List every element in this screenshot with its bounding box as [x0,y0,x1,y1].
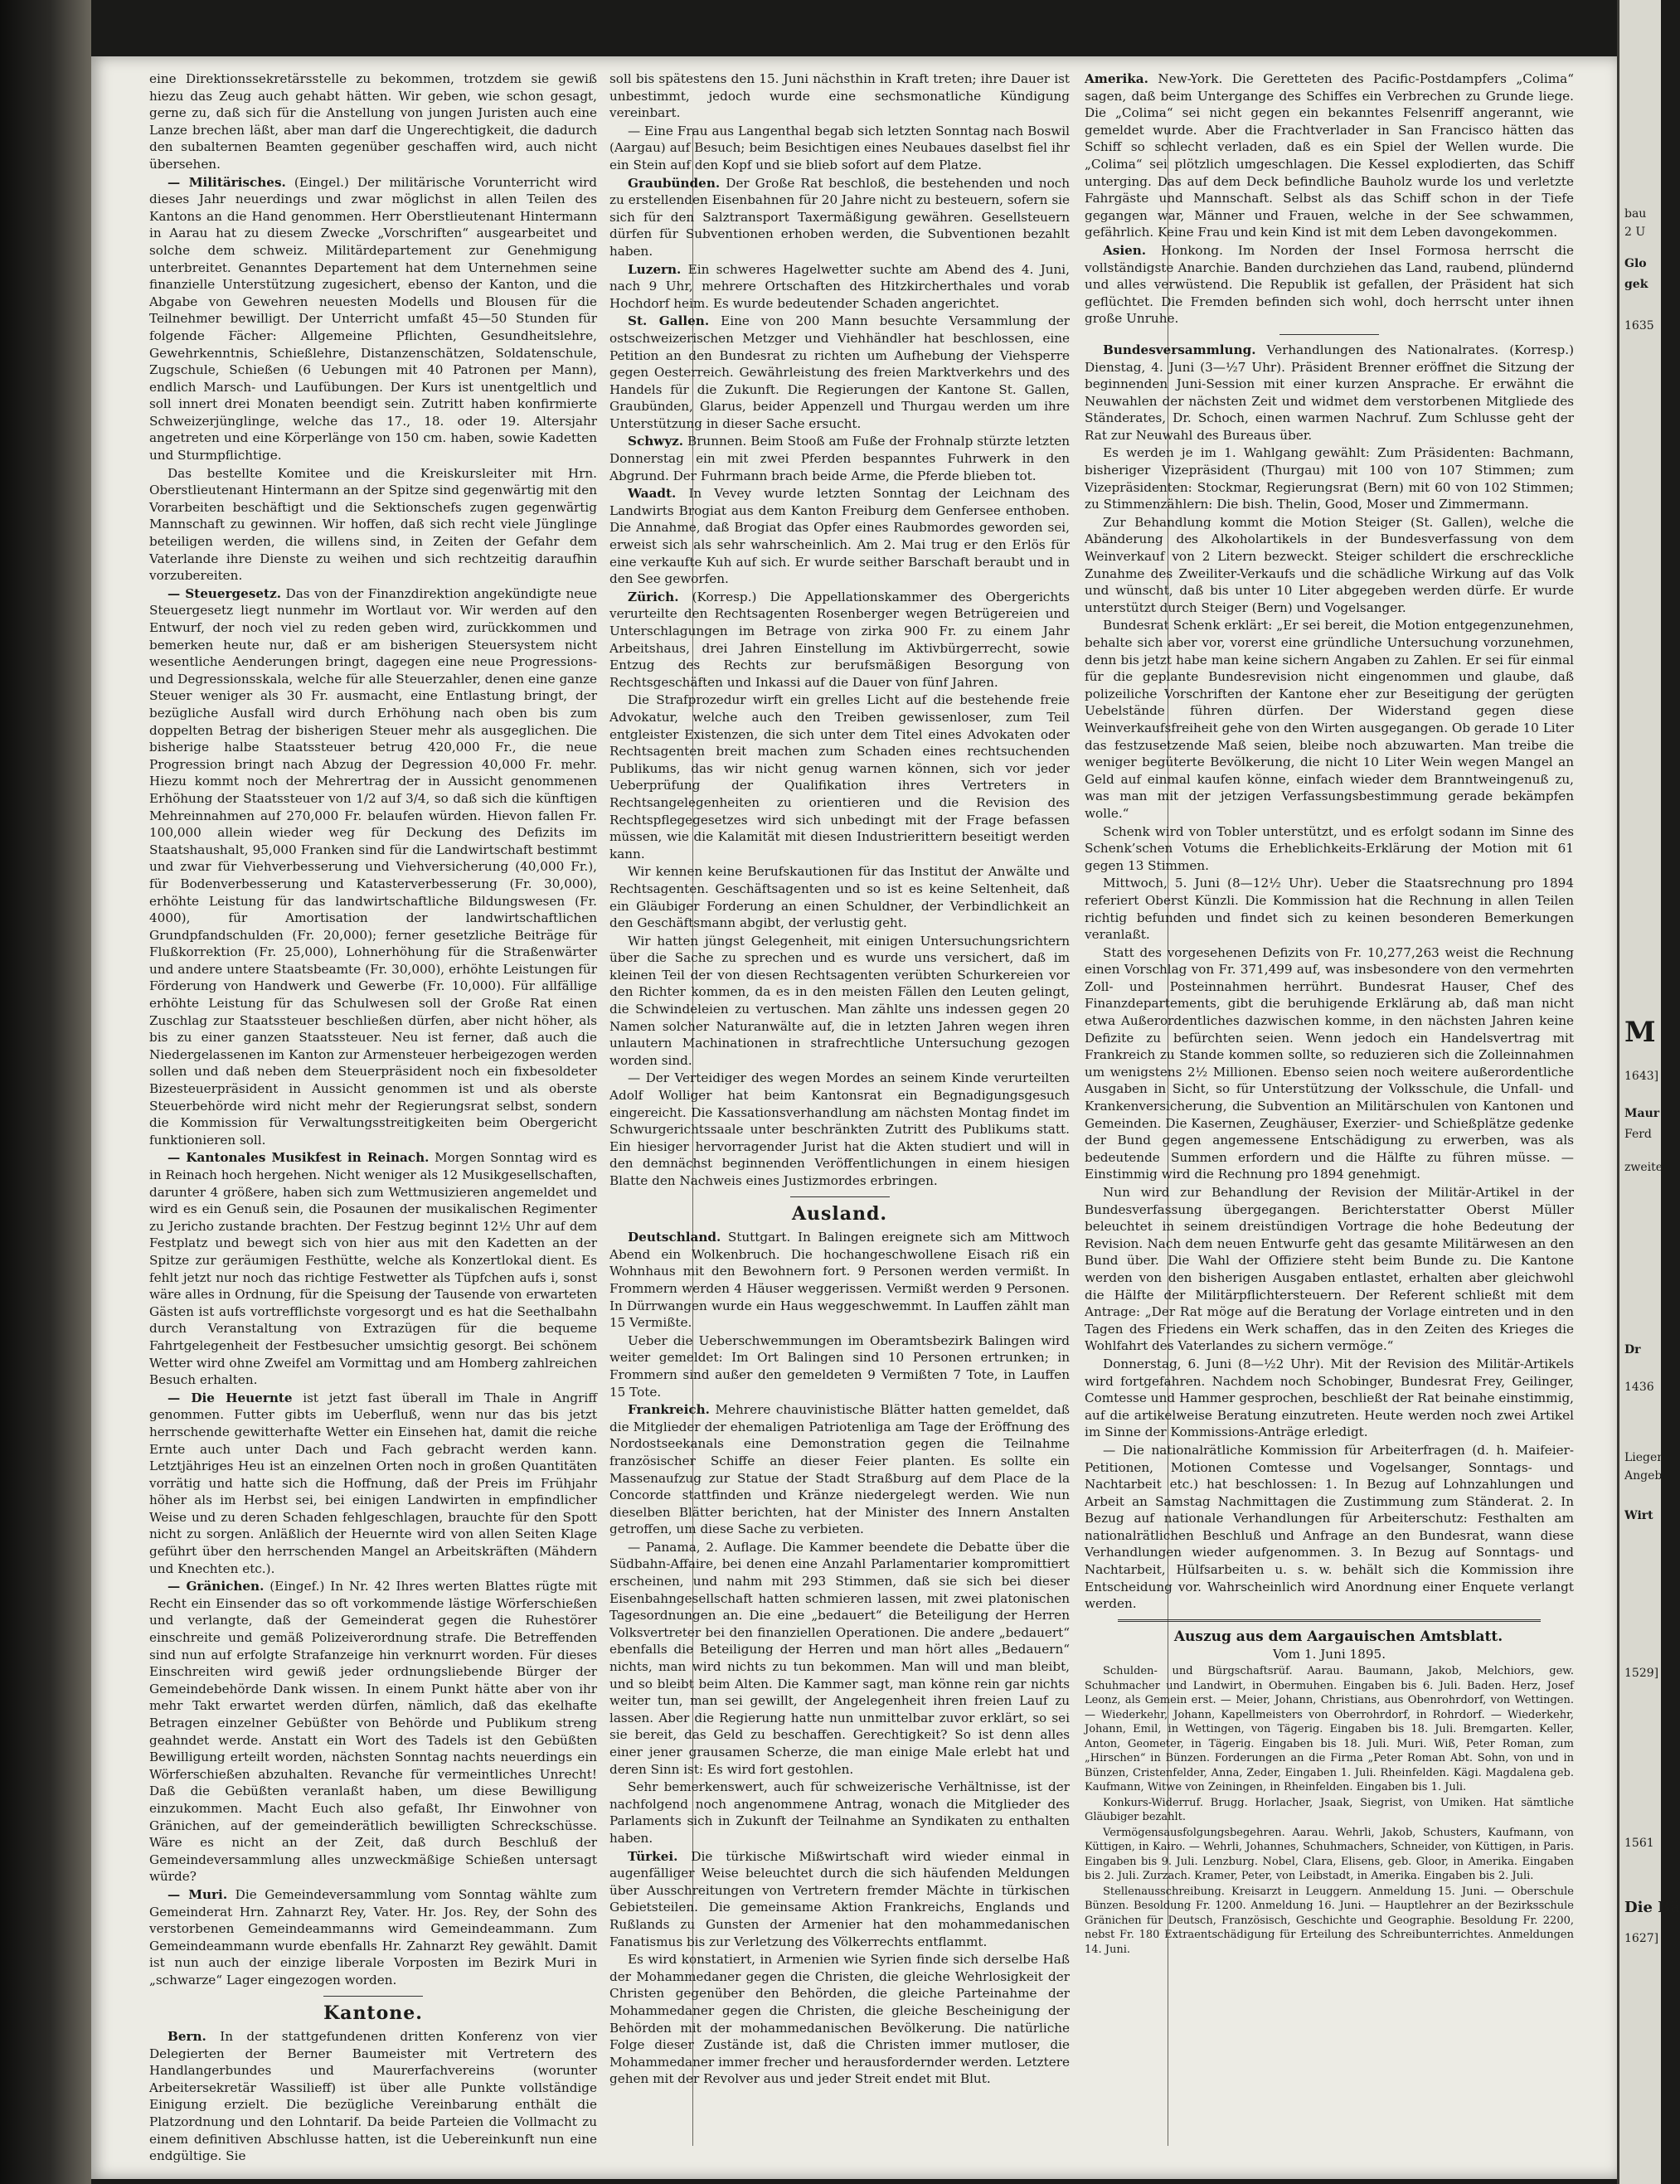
article-musikfest: — Kantonales Musikfest in Reinach. Morgen Sonntag wird es in Reinach hoch hergehen. Nicht weniger als 12 Musikgesellschaften, darunter 4 größere, haben sich zum Wettmusizieren angemeldet und wird es ein Genuß sein, die Posaunen der musikalischen Regimenter zu Jericho zustande brachten. Der Festzug beginnt 12½ Uhr auf dem Festplatz und bewegt sich von hier aus mit den Kadetten an der Spitze zur geräumigen Festhütte, welche als Konzertlokal dient. Es fehlt jetzt nur noch das richtige Festwetter als Tüpfchen aufs i, sonst wäre alles in Ordnung, für die Speisung der Tausende von erwarteten Gästen ist aufs vortrefflichste vorgesorgt und es hat die Seethalbahn durch Veranstaltung von Extrazügen für die bequeme Fahrtgelegenheit der Festbesucher umsichtig gesorgt. Bei schönem Wetter wird ohne Zweifel am Vormittag und am Homberg zahlreichen Besuch erhalten. [149,1150,598,1388]
page-fragment: 1529] [1624,1667,1659,1680]
paragraph: Wir hatten jüngst Gelegenheit, mit einigen Untersuchungsrichtern über die Sache zu sprechen und es wurde uns versichert, daß im kleinen Teil der von diesen Rechtsagenten verübten Schurkereien vor den Richter kommen, da es in den meisten Fällen den Leuten gelingt, die Schwindeleien zu vertuschen. Man zählte uns indessen gegen 20 Namen solcher Naturanwälte auf, die in letzten Jahren wegen ihren unlautern Machinationen in strafrechtliche Untersuchung gezogen worden sind. [609,933,1070,1068]
page-fragment: 1436 [1624,1381,1654,1394]
paragraph: Schenk wird von Tobler unterstützt, und es erfolgt sodann im Sinne des Schenk’schen Votums die Erheblichkeits-Erklärung der Motion mit 61 gegen 13 Stimmen. [1085,823,1574,873]
page-fragment: Dr [1624,1343,1641,1357]
page-fragment: zweite [1624,1161,1663,1174]
page-fragment: bau [1624,207,1647,221]
paragraph: Bundesrat Schenk erklärt: „Er sei bereit, die Motion entgegenzunehmen, behalte sich aber vor, vorerst eine gründliche Untersuchung vorzunehmen, denn bis jetzt habe man keine sichern Angaben zu Zahlen. Er sei für einmal für die geplante Bundesrevision nicht eingenommen und glaube, daß polizeiliche Vorschriften der Kantone eher zur Beseitigung der gerügten Uebelstände führen dürfen. Der Widerstand gegen diese Weinverkaufsfreiheit gehe von den Wirten ausgegangen. Ob gerade 10 Liter das festzusetzende Maß seien, bleibe noch abzuwarten. Man treibe die weniger begüterte Bevölkerung, die nicht 10 Liter Wein wegen Mangel an Geld auf einmal kaufen könne, einfach wieder dem Branntweingenuß zu, was man mit der jetzigen Verfassungsbestimmung gerade bekämpfen wolle.“ [1085,618,1574,821]
paragraph: — Eine Frau aus Langenthal begab sich letzten Sonntag nach Boswil (Aargau) auf Besuch; beim Besichtigen eines Neubaues daselbst fiel ihr ein Stein auf den Kopf und sie blieb sofort auf dem Platze. [609,123,1070,172]
article-graubuenden: Graubünden. Der Große Rat beschloß, die bestehenden und noch zu erstellenden Eisenbahnen für 20 Jahre nicht zu besteuern, sofern sie sich für den Salztransport Taxermäßigung gewähren. Gesellsteuern dürfen für Subventionen erhoben werden, die Subventionen bezahlt haben. [609,175,1071,259]
paragraph: eine Direktionssekretärsstelle zu bekommen, trotzdem sie gewiß hiezu das Zeug auch gehabt hätten. Wir geben, wie schon gesagt, gerne zu, daß sich für die Anstellung von jungen Juristen auch eine Lanze brechen läßt, aber man darf die Ungerechtigkeit, die dadurch den subalternen Beamten gegenüber geschaffen wird, auch nicht übersehen. [149,71,597,172]
paragraph: Ueber die Ueberschwemmungen im Oberamtsbezirk Balingen wird weiter gemeldet: Im Ort Balingen sind 10 Personen ertrunken; in Frommern sind außer den gemeldeten 9 Vermißten 7 Tote, in Lauffen 15 Tote. [609,1332,1070,1400]
paragraph: Nun wird zur Behandlung der Revision der Militär-Artikel in der Bundesverfassung übergegangen. Berichterstatter Oberst Müller beleuchtet in seinem dreistündigen Vortrage die hohe Bedeutung der Revision. Nach dem neuen Entwurfe geht das gesamte Militärwesen an den Bund über. Die Wahl der Offiziere steht beim Bunde zu. Die Kantone werden von den bisherigen Ausgaben entlastet, erhalten aber gleichwohl die Hälfte der Militärpflichtersteuern. Der Referent schließt mit dem Antrage: „Der Rat möge auf die Beratung der Vorlage eintreten und in den Tagen des Friedens ein Werk schaffen, das in den Zeiten des Krieges die Wohlfahrt des Vaterlandes zu sichern vermöge.“ [1085,1185,1574,1354]
page-fragment: Glo [1624,257,1647,270]
article-frankreich: Frankreich. Mehrere chauvinistische Blätter hatten gemeldet, daß die Mitglieder der ehemaligen Patriotenliga am Tage der Eröffnung des Nordostseekanals eine Demonstration gegen die Teilnahme französischer Schiffe an dieser Feier planten. Es sollte ein Massenaufzug zur Statue der Stadt Straßburg auf dem Place de la Concorde stattfinden und Kränze niedergelegt werden. Wie nun dieselben Blätter berichten, hat der Minister des Innern Anstalten getroffen, um diese Sache zu verbieten. [609,1402,1070,1537]
paragraph: Sehr bemerkenswert, auch für schweizerische Verhältnisse, ist der nachfolgend noch angenommene Antrag, wonach die Mitglieder des Parlaments sich in Zukunft der Teilnahme an Syndikaten zu enthalten haben. [609,1779,1070,1846]
paragraph: Statt des vorgesehenen Defizits von Fr. 10,277,263 weist die Rechnung einen Vorschlag von Fr. 371,499 auf, was insbesondere von den vermehrten Zoll- und Posteinnahmen herrührt. Bundesrat Hauser, Chef des Finanzdepartements, gibt die beruhigende Erklärung ab, daß man nicht etwa Außerordentliches dazwischen komme, in den nächsten Jahren keine Defizite zu befürchten seien. Wenn jedoch ein Handelsvertrag mit Frankreich zu Stande kommen sollte, so reduzieren sich die Zolleinnahmen um wenigstens 2½ Millionen. Ebenso seien noch weitere außerordentliche Ausgaben in Sicht, so für Unterstützung der Volksschule, die Unfall- und Krankenversicherung, die Subvention an Militärschulen von Kantonen und Gemeinden. Die Kasernen, Zeughäuser, Exerzier- und Schießplätze gedenke der Bund gegen angemessene Entschädigung zu erwerben, was als bedeutende Summen erfordern und die Hälfte zu führen müsse. — Einstimmig wird die Rechnung pro 1894 genehmigt. [1085,944,1574,1182]
page-fragment: Die Bä [1624,1899,1680,1916]
article-militaerisches: — Militärisches. (Eingel.) Der militärische Vorunterricht wird dieses Jahr neuerdings und zwar möglichst in allen Teilen des Kantons an die Hand genommen. Herr Oberstlieutenant Hintermann in Aarau hat zu diesem Zwecke „Vorschriften“ ausgearbeitet und solche dem schweiz. Militärdepartement zur Genehmigung unterbreitet. Genanntes Departement hat dem Unternehmen seine finanzielle Unterstützung zugesichert, ebenso der Kanton, und die Abgabe von Gewehren neuesten Modells und Blousen für die Teilnehmer bewilligt. Der Unterricht umfaßt 45—50 Stunden für folgende Fächer: Allgemeine Pflichten, Gesundheitslehre, Gewehrkenntnis, Schießlehre, Distanzenschätzen, Soldatenschule, Zugschule, Schießen (6 Uebungen mit 40 Patronen per Mann), endlich Marsch- und Laufübungen. Der Kurs ist unentgeltlich und soll innert drei Monaten beendigt sein. Zutritt haben konfirmierte Schweizerjünglinge, welche das 17., 18. oder 19. Altersjahr angetreten und eine Körperlänge von 150 cm. haben, sowie Kadetten und Sturmpflichtige. [149,174,598,463]
page-fragment: Liegen [1624,1451,1665,1464]
amtsblatt-entry: Vermögensausfolgungsbegehren. Aarau. Wehrli, Jakob, Schusters, Kaufmann, von Küttigen, in Kairo. — Wehrli, Johannes, Schuhmachers, Schneider, von Küttigen, in Paris. Eingaben bis 9. Juli. Lenzburg. Nobel, Clara, Elisens, geb. Gloor, in Amerika. Eingaben bis 2. Juli. Zurzach. Kramer, Peter, von Leibstadt, in Amerika. Eingaben bis 2. Juli. [1085,1826,1574,1883]
paragraph: Zur Behandlung kommt die Motion Steiger (St. Gallen), welche die Abänderung des Alkoholartikels in der Bundesverfassung von dem Weinverkauf von 2 Litern bezweckt. Steiger schildert die erschreckliche Zunahme des Zweiliter-Verkaufs und die schädliche Wirkung auf das Volk und wünscht, daß bis unter 10 Liter abgegeben werden dürfe. Er wurde unterstützt durch Steiger (Bern) und Vogelsanger. [1085,514,1574,615]
section-heading-ausland: Ausland. [791,1202,888,1225]
amtsblatt-entry: Schulden- und Bürgschaftsrüf. Aarau. Baumann, Jakob, Melchiors, gew. Schuhmacher und Landwirt, in Obermuhen. Eingaben bis 6. Juli. Baden. Herz, Josef Leonz, als Gemein erst. — Meier, Johann, Christians, aus Obenrohrdorf, von Wettingen. — Wiederkehr, Johann, Kapellmeisters von Oberrohrdorf, in Rohrdorf. — Wiederkehr, Johann, Emil, in Wettingen, von Tägerig. Eingaben bis 18. Juli. Bremgarten. Keller, Anton, Geometer, in Tägerig. Eingaben bis 18. Juli. Muri. Wiß, Peter Roman, zum „Hirschen“ in Bünzen. Forderungen an die Firma „Peter Roman Abt. Sohn, von und in Bünzen, Cristenfelder, Anna, Zeder, Eingaben 1. Juli. Rheinfelden. Kägi. Magdalena geb. Kaufmann, Witwe von Zeiningen, in Rheinfelden. Eingaben bis 1. Juli. [1085,1665,1574,1794]
article-luzern: Luzern. Ein schweres Hagelwetter suchte am Abend des 4. Juni, nach 9 Uhr, mehrere Ortschaften des Hitzkircherthales und vorab Hochdorf heim. Es wurde bedeutender Schaden angerichtet. [609,261,1070,311]
article-st-gallen: St. Gallen. Eine von 200 Mann besuchte Versammlung der ostschweizerischen Metzger und Viehhändler hat beschlossen, eine Petition an den Bundesrat zu richten um Aufhebung der Viehsperre gegen Oesterreich. Gewährleistung des freien Marktverkehrs und des Handels für die Zukunft. Die Regierungen der Kantone St. Gallen, Graubünden, Glarus, beider Appenzell und Thurgau werden um ihre Unterstützung in dieser Sache ersucht. [609,313,1070,431]
article-waadt: Waadt. In Vevey wurde letzten Sonntag der Leichnam des Landwirts Brogiat aus dem Kanton Freiburg dem Genfersee enthoben. Die Annahme, daß Brogiat das Opfer eines Raubmordes geworden sei, erweist sich als sehr wahrscheinlich. Am 2. Mai trug er den Erlös für eine verkaufte Kuh auf sich. Er wurde seither Barschaft beraubt und in den See geworfen. [609,486,1071,587]
article-heuernte: — Die Heuernte ist jetzt fast überall im Thale in Angriff genommen. Futter gibts im Ueberfluß, wenn nur das bis jetzt herrschende gewitterhafte Wetter ein Einsehen hat, damit die reiche Ernte auch unter Dach und Fach gebracht werden kann. Letztjähriges Heu ist an einzelnen Orten noch in großen Quantitäten vorrätig und hatte sich die Hoffnung, daß der Preis im Frühjahr höher als im Herbst sei, bei einigen Landwirten in empfindlicher Weise und zu deren Schaden fehlgeschlagen, brauchte für den Spott nicht zu sorgen. Anläßlich der Heuernte wird von allen Seiten Klage geführt über den herrschenden Mangel an Arbeitskräften (Mähdern und Knechten etc.). [149,1390,598,1576]
paragraph: — Der Verteidiger des wegen Mordes an seinem Kinde verurteilten Adolf Wolliger hat beim Kantonsrat ein Begnadigungsgesuch eingereicht. Die Kassationsverhandlung am nächsten Montag findet im Schwurgerichtssaale unter beschränkten Zutritt des Publikums statt. Ein hiesiger hervorragender Jurist hat die Akten studiert und will in den demnächst beginnenden Veröffentlichungen in einem hiesigen Blatte den Nachweis eines Justizmordes erbringen. [609,1070,1070,1188]
column-3 [1085,70,1574,2155]
paragraph: Wir kennen keine Berufskautionen für das Institut der Anwälte und Rechtsagenten. Geschäftsagenten und so ist es keine Seltenheit, daß ein Gläubiger Forderung an einen Schuldner, der Verbindlichkeit an den Geschäftsmann abgibt, der verlustig geht. [609,864,1070,931]
column-2 [609,70,1070,2155]
amtsblatt-entry: Konkurs-Widerruf. Brugg. Horlacher, Jsaak, Siegrist, von Umiken. Hat sämtliche Gläubiger bezahlt. [1085,1796,1574,1824]
page-fragment: Ferd [1624,1128,1652,1141]
article-steuergesetz: — Steuergesetz. Das von der Finanzdirektion angekündigte neue Steuergesetz liegt nunmehr im Wortlaut vor. Wir werden auf den Entwurf, der noch viel zu reden geben wird, zurückkommen und bemerken heute nur, daß er am bisherigen Steuersystem nicht wesentliche Aenderungen bringt, dagegen eine neue Progressions- und Degressionsskala, welche für alle Steuerzahler, denen eine ganze Steuer weniger als 30 Fr. ausmacht, eine Entlastung bringt, der bezügliche Ausfall wird durch Erhöhung nach oben bis zum doppelten Betrag der bisherigen Steuer mehr als ausgeglichen. Die bisherige halbe Staatssteuer betrug 420,000 Fr., die neue Progression bringt nach Abzug der Degression 40,000 Fr. mehr. Hiezu kommt noch der Mehrertrag der in Aussicht genommenen Erhöhung der Staatssteuer von 1/2 auf 3/4, so daß sich die künftigen Mehreinnahmen auf 270,000 Fr. belaufen würden. Hievon fallen Fr. 100,000 allein wieder weg für Deckung des Defizits im Staatshaushalt, 95,000 Franken sind für die Landwirtschaft bestimmt und zwar für Viehverbesserung und Viehversicherung (40,000 Fr.), für Bodenverbesserung und Katasterverbesserung (Fr. 30,000), erhöhte Leistung für das landwirtschaftliche Bildungswesen (Fr. 4000), für Amortisation der landwirtschaftlichen Grundpfandschulden (Fr. 20,000); ferner gesetzliche Beiträge für Flußkorrektion (Fr. 25,000), Lohnerhöhung für die Straßenwärter und andere untere Staatsbeamte (Fr. 30,000), erhöhte Leistungen für Förderung von Handwerk und Gewerbe (Fr. 10,000). Für allfällige erhöhte Leistung für das Schulwesen soll der Große Rat einen Zuschlag zur Staatssteuer beschließen dürfen, aber nicht höher, als bis zu einer ganzen Staatssteuer. Neu ist ferner, daß auch die Niedergelassenen im Kanton zur Armensteuer herbeigezogen werden sollen und daß neben dem Steuerpräsident noch ein fixbesoldeter Bizesteuerpräsident in Aussicht genommen ist und als oberste Steuerbehörde wird nicht mehr der Regierungsrat selbst, sondern die Kommission für Verwaltungsstreitigkeiten beim Obergericht funktionieren soll. [149,585,598,1148]
paragraph: — Die nationalrätliche Kommission für Arbeiterfragen (d. h. Maifeier-Petitionen, Motionen Comtesse und Vogelsanger, Sonntags- und Nachtarbeit etc.) hat beschlossen: 1. In Bezug auf Lohnzahlungen und Arbeit an Samstag Nachmittagen die Zustimmung zum Ständerat. 2. In Bezug auf nationale Verhandlungen für Arbeiterschutz: Festhalten am nationalrätlichen Beschluß und Anfrage an den Bundesrat, wann diese Verhandlungen wieder aufgenommen. 3. In Bezug auf Sonntags- und Nachtarbeit, Hülfsarbeiten u. s. w. behält sich die Kommission ihre Entscheidung vor. Wahrscheinlich wird Anordnung einer Enquete verlangt werden. [1085,1442,1574,1612]
amtsblatt-entry: Stellenausschreibung. Kreisarzt in Leuggern. Anmeldung 15. Juni. — Oberschule Bünzen. Besoldung Fr. 1200. Anmeldung 16. Juni. — Hauptlehrer an der Bezirksschule Gränichen für Deutsch, Französisch, Geschichte und Geographie. Besoldung Fr. 2200, nebst Fr. 180 Extraentschädigung für Erteilung des Schreibunterrichtes. Anmeldungen 14. Juni. [1085,1885,1574,1956]
page-fragment: Maur [1624,1107,1660,1120]
column-1 [149,70,598,2164]
article-bundesversammlung: Bundesversammlung. Verhandlungen des Nationalrates. (Korresp.) Dienstag, 4. Juni (3—½7 Uhr). Präsident Brenner eröffnet die Sitzung der beginnenden Juni-Session mit einer kurzen Ansprache. Er erwähnt die Neuwahlen der nächsten Zeit und widmet dem verstorbenen Mitgliede des Ständerates, Dr. Schoch, einen warmen Nachruf. Zum Schlusse geht der Rat zur Neuwahl des Bureaus über. [1085,342,1574,443]
page-fragment: gek [1624,278,1648,291]
article-zuerich: Zürich. (Korresp.) Die Appellationskammer des Obergerichts verurteilte den Rechtsagenten Rosenberger wegen Betrügereien und Unterschlagungen im Betrage von zirka 900 Fr. zu einem Jahr Arbeitshaus, drei Jahren Einstellung im Aktivbürgerrecht, sowie Entzug des Rechts zur berufsmäßigen Besorgung von Rechtsgeschäften und Inkassi auf die Dauer von fünf Jahren. [609,589,1070,690]
article-tuerkei: Türkei. Die türkische Mißwirtschaft wird wieder einmal in augenfälliger Weise beleuchtet durch die sich häufenden Meldungen über Ausschreitungen von Vertretern fremder Mächte in türkischen Gebietsteilen. Die gemeinsame Aktion Frankreichs, Englands und Rußlands zu Gunsten der Armenier hat den mohammedanischen Fanatismus bis zur Verletzung des Völkerrechts entflammt. [609,1848,1070,1949]
page-fragment: 1627] [1624,1932,1659,1945]
amtsblatt-date: Vom 1. Juni 1895. [1272,1647,1386,1662]
separator [323,1996,423,1997]
paragraph: Es wird konstatiert, in Armenien wie Syrien finde sich derselbe Haß der Mohammedaner gegen die Christen, die gleiche Wehrlosigkeit der Christen gegenüber den Behörden, die gleiche Parteinahme der Mohammedaner gegen die Christen, die gleiche Bescheinigung der Behörden mit der mohammedanischen Bevölkerung. Die natürliche Folge dieser Zustände ist, daß die Christen immer mutloser, die Mohammedaner immer frecher und herausfordernder werden. Letztere gehen mit der Revolver aus und jeder Streit endet mit Blut. [609,1952,1070,2087]
adjacent-page-edge [1617,0,1680,2184]
page-fragment: 1561 [1624,1837,1654,1850]
paragraph: Es werden je im 1. Wahlgang gewählt: Zum Präsidenten: Bachmann, bisheriger Vizepräsident (Thurgau) mit 100 von 107 Stimmen; zum Vizepräsidenten: Stockmar, Regierungsrat (Bern) mit 60 von 102 Stimmen; zu Stimmenzählern: Die bish. Thelin, Good, Moser und Zimmermann. [1085,445,1574,512]
section-heading-kantone: Kantone. [323,2002,423,2024]
page-fragment: M [1624,1016,1656,1049]
article-asien: Asien. Honkong. Im Norden der Insel Formosa herrscht die vollständigste Anarchie. Banden durchziehen das Land, raubend, plündernd und alles verwüstend. Die Republik ist gefallen, der Präsident hat sich geflüchtet. Die Fremden befinden sich wohl, doch herrscht unter ihnen große Unruhe. [1085,242,1575,327]
page-fragment: Wirt [1624,1509,1653,1522]
page-fragment: 1635 [1624,319,1654,332]
paragraph: Donnerstag, 6. Juni (8—½2 Uhr). Mit der Revision des Militär-Artikels wird fortgefahren. Nachdem noch Schobinger, Bundesrat Frey, Geilinger, Comtesse und Hammer gesprochen, beschließt der Rat beinahe einstimmig, auf die artikelweise Beratung einzutreten. Heute werden noch zwei Artikel im Sinne der Kommissions-Anträge erledigt. [1085,1356,1574,1440]
article-muri: — Muri. Die Gemeindeversammlung vom Sonntag wählte zum Gemeinderat Hrn. Zahnarzt Rey, Vater. Hr. Jos. Rey, der Sohn des verstorbenen Gemeindeammanns wird Gemeindeammann. Zum Gemeindeammann wurde ebenfalls Hr. Zahnarzt Rey gewählt. Damit ist nun auch der einzige liberale Vorposten im Bezirk Muri in „schwarze“ Lager eingezogen worden. [149,1886,598,1987]
paragraph: Die Strafprozedur wirft ein grelles Licht auf die bestehende freie Advokatur, welche auch den Treiben gewissenloser, zum Teil entgleister Existenzen, die sich unter dem Titel eines Advokaten oder Rechtsagenten breit machen zum Schaden eines rechtsuchenden Publikums, das wir nicht genug warnen können, sich vor jeder Ueberprüfung der Qualifikation ihres Vertreters in Rechtsangelegenheiten zu orientieren und die Revision des Rechtspflegegesetzes wird sich unbedingt mit der Frage befassen müssen, wie die Kalamität mit diesen Industrierittern beseitigt werden kann. [609,692,1070,861]
double-rule [1118,1619,1541,1622]
book-binding [0,0,91,2184]
separator [1279,334,1379,335]
article-graenichen: — Gränichen. (Eingef.) In Nr. 42 Ihres werten Blattes rügte mit Recht ein Einsender das so oft vorkommende lästige Wörferschießen und verlangte, daß der Gemeinderat gegen die Ruhestörer einschreite und gemäß Polizeiverordnung strafe. Die Betreffenden sind nun auf erfolgte Strafanzeige hin verknurrt worden. Für dieses Einschreiten wird gewiß jeder ordnungsliebende Bürger der Gemeindebehörde Dank wissen. In einem Punkt hätte aber von ihr mehr Takt erwartet werden dürfen, nämlich, daß das ekelhafte Betragen einzelner Gebüßter von Behörde und Publikum streng geahndet werde. Anstatt ein Wort des Tadels ist den Gebüßten Bewilligung erteilt worden, nächsten Sonntag nachts neuerdings ein Wörferschießen abzuhalten. Revanche für vermeintliches Unrecht! Daß die Gebüßten veranlaßt haben, um diese Bewilligung einzukommen. Macht Euch also gefaßt, Ihr Einwohner von Gränichen, auf der gemeinderätlich bewilligten Schreckschüsse. Wäre es nicht an der Zeit, daß durch Beschluß der Gemeindeversammlung alles unzweckmäßige Schießen untersagt würde? [149,1579,597,1885]
paragraph: Mittwoch, 5. Juni (8—12½ Uhr). Ueber die Staatsrechnung pro 1894 referiert Oberst Künzli. Die Kommission hat die Rechnung in allen Teilen richtig befunden und findet sich zu keinen besonderen Bemerkungen veranlaßt. [1085,876,1574,943]
paragraph: soll bis spätestens den 15. Juni nächsthin in Kraft treten; ihre Dauer ist unbestimmt, jedoch wurde eine sechsmonatliche Kündigung vereinbart. [609,71,1070,121]
article-amerika: Amerika. New-York. Die Geretteten des Pacific-Postdampfers „Colima“ sagen, daß beim Untergange des Schiffes ein Verbrechen zu Grunde liege. Die „Colima“ sei nicht gegen ein bekanntes Felsenriff angerannt, wie gemeldet wurde. Aber die Frachtverlader in San Francisco hätten das Schiff so schlecht verladen, daß es ein Spiel der Wellen wurde. Die „Colima“ sei plötzlich umgeschlagen. Die Kessel explodierten, das Schiff unterging. Das auf dem Deck befindliche Bauholz wurde los und verletzte Fahrgäste und Mannschaft. Selbst als das Schiff schon in der Tiefe gegangen war, Männer und Frauen, welche in der See schwammen, gefährlich. Keine Frau und kein Kind ist mit dem Leben davongekommen. [1085,71,1574,240]
page-fragment: 2 U [1624,226,1646,239]
amtsblatt-title: Auszug aus dem Aargauischen Amtsblatt. [1173,1628,1503,1645]
paragraph: — Panama, 2. Auflage. Die Kammer beendete die Debatte über die Südbahn-Affaire, bei denen eine Anzahl Parlamentarier kompromittiert erscheinen, und nahm mit 293 Stimmen, daß sie sich bei dieser Eisenbahngesellschaft hatten schmieren lassen, mit zwei platonischen Tagesordnungen an. Die eine „bedauert“ die Beteiligung der Herren Volksvertreter bei den finanziellen Operationen. Die andere „bedauert“ ebenfalls die Beteiligung der Herren und man hört alles „Bedauern“ nichts, man wird nichts zu tun bekommen. Man will und man bleibt, und so bleibt beim Alten. Die Kammer sagt, man könne rein gar nichts weiter tun, man sei gewillt, der Angelegenheit ihren freien Lauf zu lassen. Aber die Regierung hatte nun unmittelbar zuvor erklärt, so sei sie bereit, das Geld zu beschaffen. Gerechtigkeit? So ist denn alles einer jener grausamen Scherze, die man einige Male erlebt hat und deren Sinn ist: Es wird fort gestohlen. [609,1539,1070,1777]
page-fragment: 1643] [1624,1070,1659,1083]
page-fragment: Angebo [1624,1469,1669,1483]
article-deutschland: Deutschland. Stuttgart. In Balingen ereignete sich am Mittwoch Abend ein Wolkenbruch. Die hochangeschwollene Eisach riß ein Wohnhaus mit den Bewohnern fort. 9 Personen werden vermißt. In Frommern werden 4 Häuser weggerissen. Vermißt werden 9 Personen. In Dürrwangen wurde ein Haus weggeschwemmt. In Lauffen zählt man 15 Vermißte. [609,1230,1070,1331]
article-schwyz: Schwyz. Brunnen. Beim Stooß am Fuße der Frohnalp stürzte letzten Donnerstag ein mit zwei Pferden bespanntes Fuhrwerk in den Abgrund. Der Fuhrmann brach beide Arme, die Pferde blieben tot. [609,434,1071,483]
article-bern: Bern. In der stattgefundenen dritten Konferenz von vier Delegierten der Berner Baumeister mit Vertretern des Handlangerbundes und Maurerfachvereins (worunter Arbeitersekretär Wassilieff) ist über alle Punkte vollständige Einigung erzielt. Die bezügliche Vereinbarung enthält die Platzordnung und den Lohntarif. Da beide Parteien die Vollmacht zu einem definitiven Abschlusse hatten, ist die Uebereinkunft nun eine endgültige. Sie [149,2029,597,2164]
separator [790,1196,890,1197]
paragraph: Das bestellte Komitee und die Kreiskursleiter mit Hrn. Oberstlieutenant Hintermann an der Spitze sind gegenwärtig mit den Vorarbeiten beschäftigt und die Sektionschefs zugen gegenwärtig Mannschaft zu gewinnen. Wir hoffen, daß sich recht viele Jünglinge beteiligen werden, die willens sind, in Zeiten der Gefahr dem Vaterlande ihre Dienste zu weihen und sich rechtzeitig daraufhin vorzubereiten. [149,465,597,584]
